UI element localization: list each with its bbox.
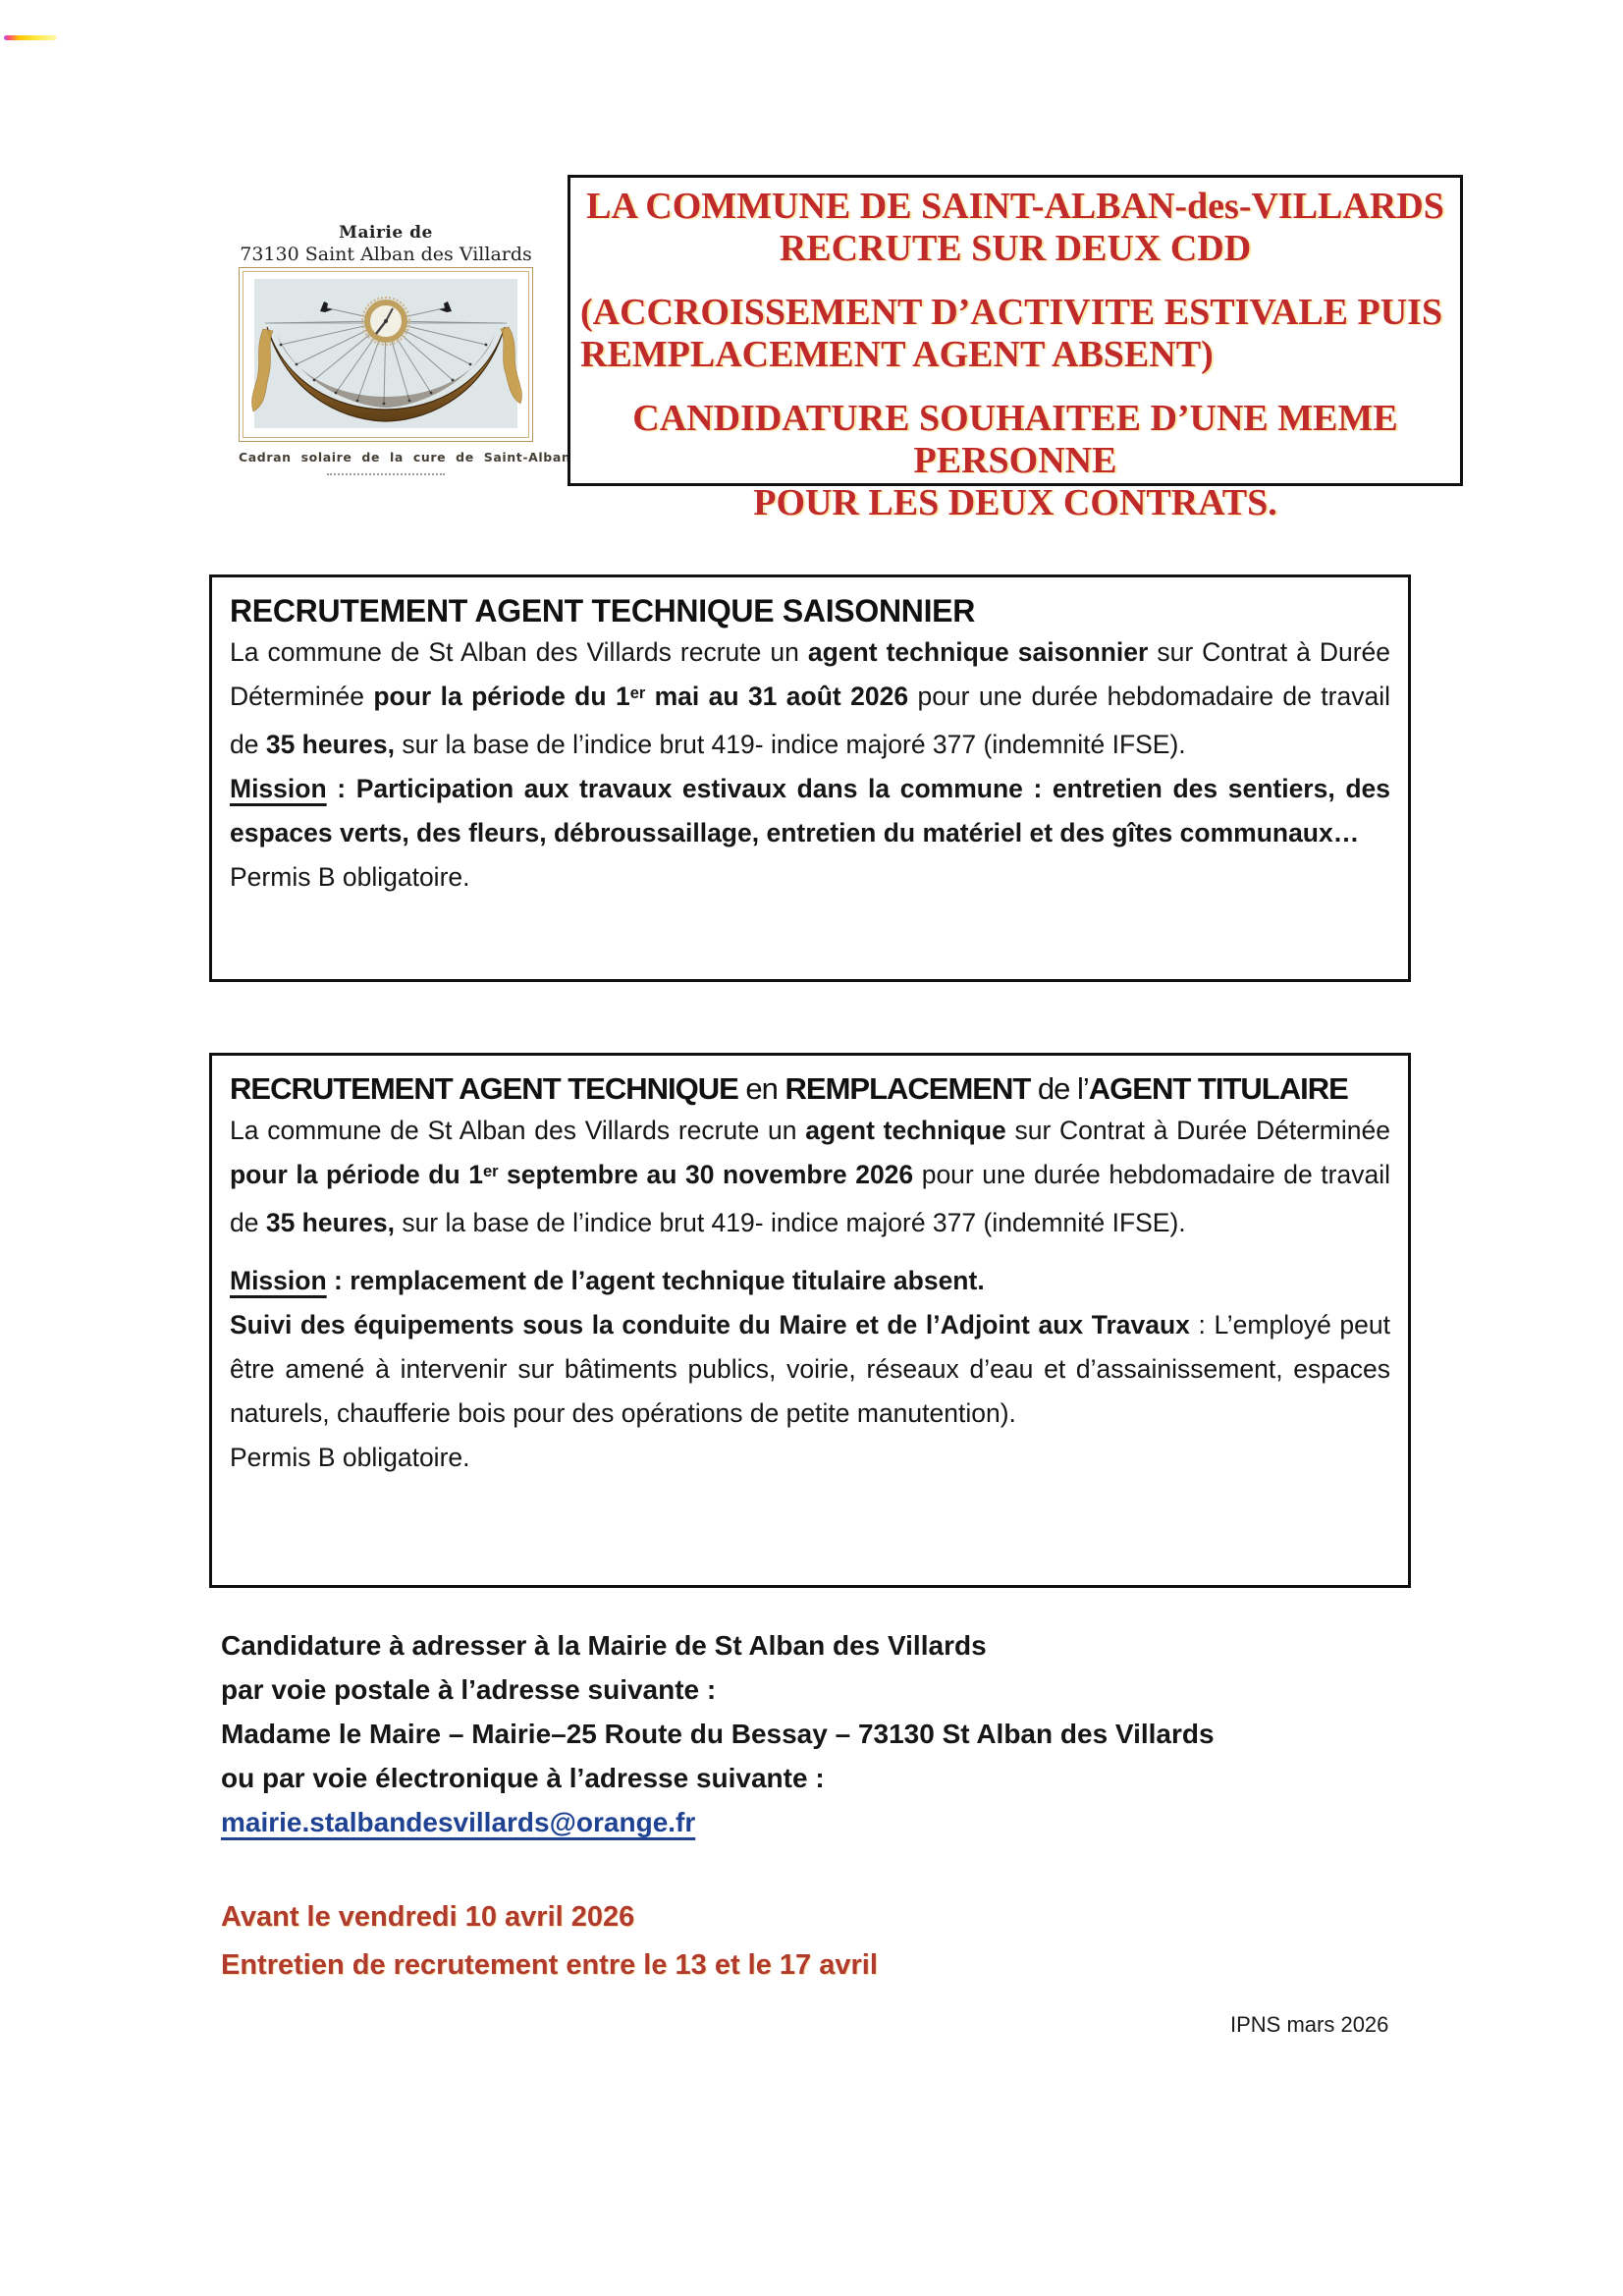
job-box-seasonal [209,574,1411,982]
job2-suivi: Suivi des équipements sous la conduite du Maire et de l’Adjoint aux Travaux : L’employé peut être amené à intervenir sur bâtiments publics, voirie, réseaux d’eau et d’assainissement, espaces naturels, chaufferie bois pour des opérations de petite manutention). [230,1310,1391,1428]
announcement-subtitle-line2: REMPLACEMENT AGENT ABSENT) [580,334,1214,375]
announcement-title [580,186,1450,270]
contact-line-2: par voie postale à l’adresse suivante : [221,1674,717,1705]
contact-line-1: Candidature à adresser à la Mairie de St Alban des Villards [221,1630,987,1661]
logo-subtitle-text: 73130 Saint Alban des Villards [240,244,532,265]
deadline-line-2: Entretien de recrutement entre le 13 et le 17 avril [221,1949,878,1981]
job2-mission: Mission : remplacement de l’agent technique titulaire absent. [230,1266,985,1295]
announcement-title-line2: RECRUTE SUR DEUX CDD [779,228,1252,269]
sundial-illustration [245,272,526,437]
announcement-note [580,398,1450,524]
job1-permis: Permis B obligatoire. [230,862,470,892]
job1-mission: Mission : Participation aux travaux estivaux dans la commune : entretien des sentiers, des espaces verts, des fleurs, débroussaillage, entretien du matériel et des gîtes communaux… [230,774,1390,847]
contact-line-4: ou par voie électronique à l’adresse suivante : [221,1763,825,1793]
scan-artifact [4,35,57,40]
job1-title: RECRUTEMENT AGENT TECHNIQUE SAISONNIER [230,593,976,629]
job2-paragraph: La commune de St Alban des Villards recrute un agent technique sur Contrat à Durée Déterminée pour la période du 1er septembre au 30 novembre 2026 pour une durée hebdomadaire de travail de 35 heures, sur la base de l’indice brut 419- indice majoré 377 (indemnité IFSE). [230,1116,1390,1237]
footer-note: IPNS mars 2026 [1230,2012,1389,2037]
deadline-block [221,1893,878,1990]
job-box-replacement [209,1053,1411,1588]
logo-subtitle [239,243,533,266]
job2-permis: Permis B obligatoire. [230,1443,470,1472]
announcement-note-line1: CANDIDATURE SOUHAITEE D’UNE MEME PERSONNE [632,398,1398,481]
announcement-subtitle [580,292,1450,376]
logo-microtext-line [327,473,445,475]
announcement-box [568,175,1463,523]
mairie-logo [239,223,571,475]
logo-caption: Cadran solaire de la cure de Saint-Alban [239,450,571,465]
announcement-note-line2: POUR LES DEUX CONTRATS. [753,482,1277,523]
logo-title: Mairie de [339,223,433,243]
contact-line-3: Madame le Maire – Mairie–25 Route du Bessay – 73130 St Alban des Villards [221,1719,1215,1749]
announcement-subtitle-line1: (ACCROISSEMENT D’ACTIVITE ESTIVALE PUIS [580,292,1443,333]
job1-paragraph: La commune de St Alban des Villards recrute un agent technique saisonnier sur Contrat à Durée Déterminée pour la période du 1er mai au 31 août 2026 pour une durée hebdomadaire de travail de 35 heures, sur la base de l’indice brut 419- indice majoré 377 (indemnité IFSE). [230,637,1390,759]
contact-block [221,1623,1419,1844]
announcement-title-line1: LA COMMUNE DE SAINT-ALBAN-des-VILLARDS [586,186,1444,227]
job2-title: RECRUTEMENT AGENT TECHNIQUE en REMPLACEMENT de l’AGENT TITULAIRE [230,1071,1348,1106]
email-link[interactable]: mairie.stalbandesvillards@orange.fr [221,1807,696,1837]
deadline-line-1: Avant le vendredi 10 avril 2026 [221,1901,635,1933]
logo-frame [239,267,533,442]
